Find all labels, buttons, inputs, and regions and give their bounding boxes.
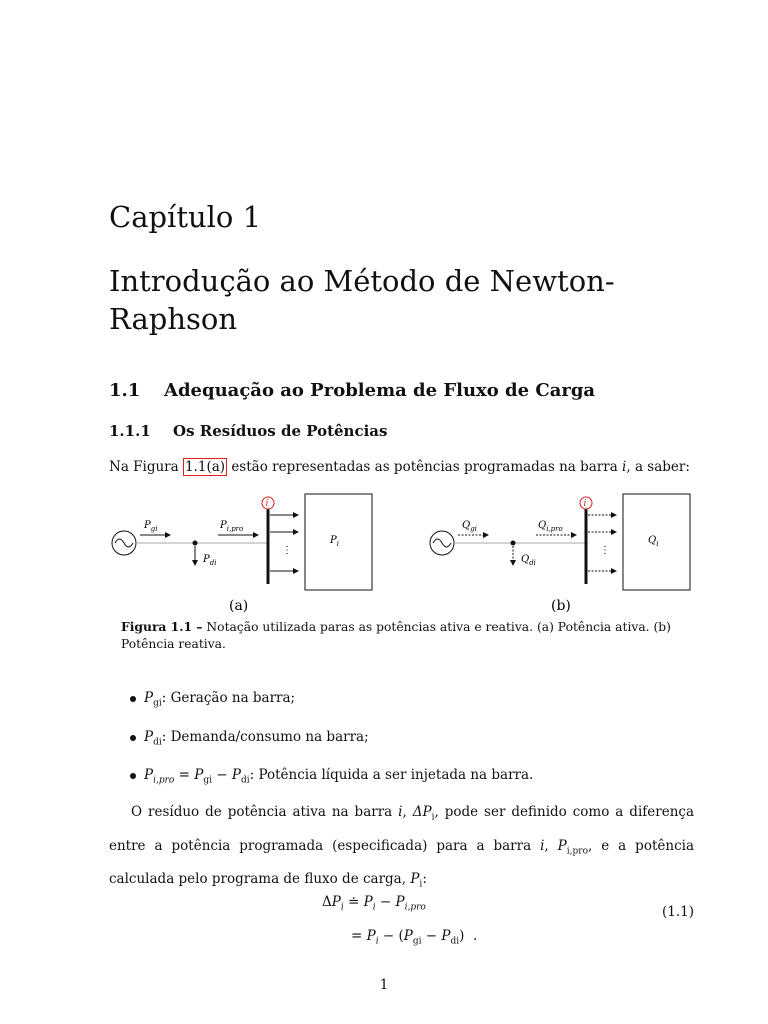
bullet-symbol: P [144, 690, 154, 706]
node-dot [193, 541, 198, 546]
bullet-formula: $P_{i,pro}$ [144, 767, 175, 786]
text: , [544, 837, 558, 854]
text: , [402, 804, 413, 820]
list-item: $P_{i,pro} = P_{gi} - P_{di}$: Potência líquida a ser injetada na barra. [130, 767, 533, 786]
box-label: $P_i$ [330, 535, 339, 548]
var: ΔP [412, 804, 432, 820]
text: , pode ser definido como a diferença entre a potência programada (especificada) para a barra [109, 804, 694, 854]
subsection-title: Os Resíduos de Potências [173, 422, 388, 440]
intro-text-end: , a saber: [626, 459, 690, 475]
figure-diagram [100, 490, 700, 620]
figure-caption [121, 618, 691, 653]
var: P [410, 871, 420, 888]
sine-icon [433, 539, 451, 547]
residual-paragraph [109, 798, 694, 899]
subsection-number: 1.1.1 [109, 422, 151, 440]
intro-text-before: Na Figura [109, 459, 183, 475]
text: : [422, 871, 427, 888]
section-title: Adequação ao Problema de Fluxo de Carga [164, 380, 596, 401]
figure-1-1 [100, 490, 700, 624]
demand-label: $Q_{di}$ [521, 554, 536, 567]
list-item [130, 729, 369, 748]
equation-number: (1.1) [662, 904, 695, 920]
chapter-label: Capítulo 1 [109, 200, 262, 234]
text: , e a potência calculada pelo programa de fluxo de carga, [109, 837, 694, 888]
caption-label: Figura 1.1 – [121, 619, 203, 634]
pro-label: $Q_{i,pro}$ [538, 520, 563, 533]
panel-b [430, 494, 690, 614]
gen-label: $Q_{gi}$ [462, 520, 477, 533]
var: i [398, 804, 403, 820]
page-number: 1 [379, 977, 389, 993]
bullet-subscript: gi [153, 698, 162, 709]
equation-line-2: = $P_i - (P_{gi} - P_{di})$ . [351, 927, 478, 947]
bullet-text: : Potência líquida a ser injetada na barra. [249, 767, 534, 783]
demand-label: $P_{di}$ [203, 554, 217, 567]
bullet-symbol: P [144, 729, 154, 745]
figure-reference-link[interactable]: 1.1(a) [184, 459, 226, 475]
intro-paragraph [109, 459, 690, 475]
sine-icon [115, 539, 133, 547]
text: O resíduo de potência ativa na barra [131, 804, 399, 820]
equation-1-1 [322, 888, 477, 955]
intro-text-after: estão representadas as potências programadas na barra [227, 459, 623, 475]
node-dot [511, 541, 516, 546]
bus-label: i [265, 499, 269, 509]
bus-label: i [583, 499, 587, 509]
equation-line-1: $\Delta P_i$ ≐ $P_i - P_{i,pro}$ [322, 894, 426, 913]
bullet-dot-icon [130, 735, 136, 741]
intro-var: i [622, 459, 627, 475]
caption-text: Notação utilizada paras as potências ativa e reativa. (a) Potência ativa. (b) Potência reativa. [121, 620, 671, 651]
sublabel-a: (a) [229, 598, 249, 614]
section-number: 1.1 [109, 380, 141, 401]
chapter-title: Introdução ao Método de Newton-Raphson [109, 264, 615, 336]
var: P [557, 837, 567, 854]
box-label: $Q_i$ [648, 535, 659, 548]
ellipsis: ⋮ [282, 545, 292, 556]
bullet-dot-icon [130, 773, 136, 779]
bullet-text: : Demanda/consumo na barra; [161, 729, 369, 745]
subsection-heading [109, 422, 387, 440]
var: i [540, 837, 545, 854]
gen-label: $P_{gi}$ [144, 520, 158, 533]
subscript: i [431, 812, 435, 823]
subscript: i,pro [566, 846, 588, 857]
section-heading [109, 380, 595, 401]
subscript: i [419, 880, 423, 891]
sublabel-b: (b) [551, 598, 571, 614]
pro-label: $P_{i,pro}$ [220, 520, 244, 533]
panel-a [112, 494, 372, 614]
bullet-text: : Geração na barra; [161, 690, 296, 706]
list-item [130, 690, 295, 709]
bullet-dot-icon [130, 696, 136, 702]
bullet-subscript: di [153, 737, 162, 748]
ellipsis: ⋮ [600, 545, 610, 556]
